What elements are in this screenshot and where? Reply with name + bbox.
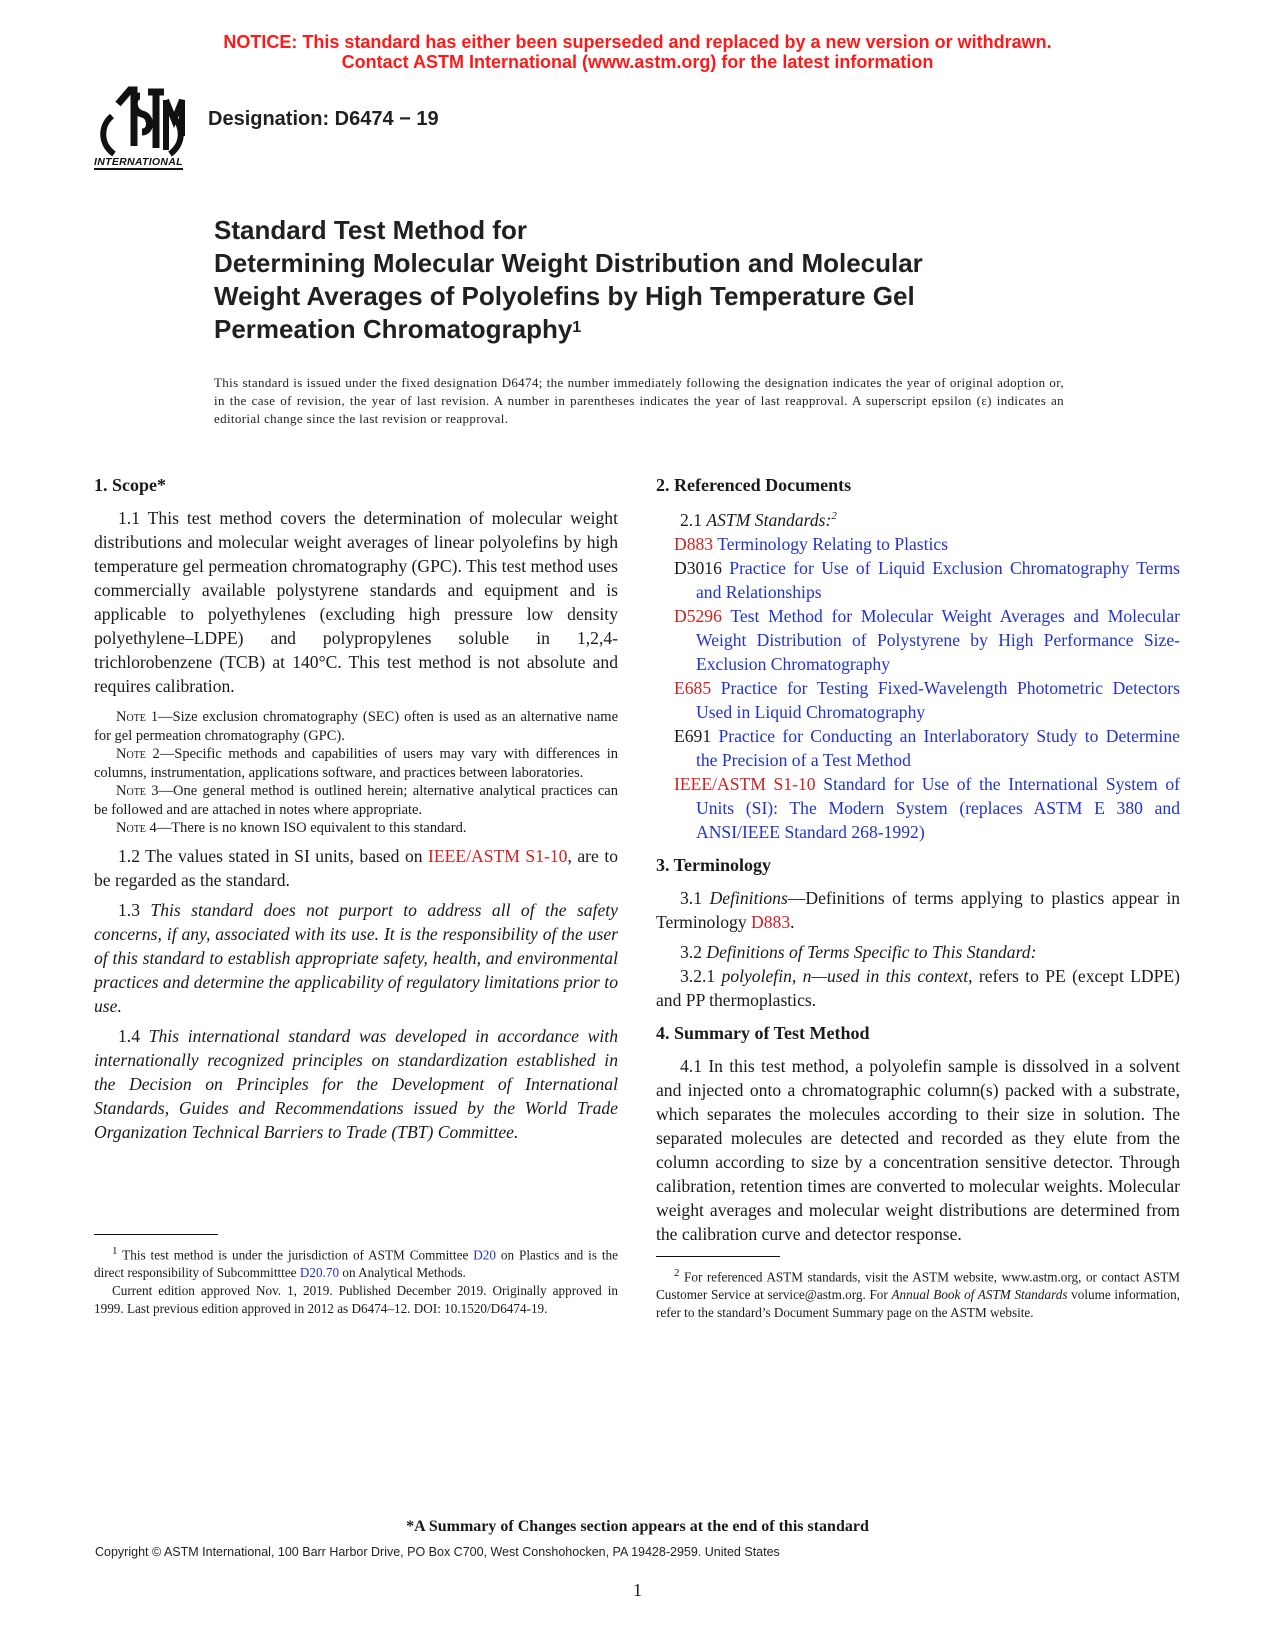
astm-logo bbox=[92, 86, 192, 172]
terminology-heading: 3. Terminology bbox=[656, 854, 772, 875]
document-title bbox=[214, 214, 1114, 346]
paragraph-3-2: 3.2 Definitions of Terms Specific to This Standard: bbox=[680, 941, 1037, 962]
subcommittee-d2070-link[interactable]: D20.70 bbox=[299, 1265, 340, 1281]
d883-link[interactable]: D883 bbox=[751, 911, 791, 932]
designation: Designation: D6474 − 19 bbox=[208, 108, 439, 130]
note-3: Note 3—One general method is outlined herein; alternative analytical practices can be followed and are attached in notes where appropriate. bbox=[94, 783, 618, 818]
title-line-2: Determining Molecular Weight Distribution and Molecular bbox=[214, 248, 923, 278]
title-line-3: Weight Averages of Polyolefins by High Temperature Gel bbox=[214, 281, 915, 311]
notes-block bbox=[94, 708, 618, 838]
title-line-1: Standard Test Method for bbox=[214, 215, 527, 245]
committee-d20-link[interactable]: D20 bbox=[473, 1247, 496, 1263]
page-number: 1 bbox=[633, 1580, 642, 1600]
footnote-1-edition: Current edition approved Nov. 1, 2019. Published December 2019. Originally approved in 1999. Last previous edition approved in 2012 as D6474–12. DOI: 10.1520/D6474-19. bbox=[94, 1283, 618, 1317]
paragraph-3-2-1: 3.2.1 polyolefin, n—used in this context, refers to PE (except LDPE) and PP thermoplastics. bbox=[656, 965, 1180, 1010]
logo-international-text: INTERNATIONAL bbox=[94, 156, 183, 168]
note-1: Note 1—Size exclusion chromatography (SEC) often is used as an alternative name for gel permeation chromatography (GPC). bbox=[94, 709, 618, 744]
footnote-rule-right bbox=[656, 1256, 780, 1257]
left-column bbox=[94, 474, 618, 1144]
notice-line-1: NOTICE: This standard has either been superseded and replaced by a new version or withdrawn. bbox=[223, 32, 1052, 52]
footnote-2 bbox=[656, 1264, 1180, 1322]
summary-of-changes-note: *A Summary of Changes section appears at the end of this standard bbox=[406, 1518, 869, 1535]
footnote-1-text: $^1$ This test method is under the jurisdiction of ASTM Committee D20 on Plastics and is the direct responsibility of Subcommitttee D20.70 on Analytical Methods. bbox=[94, 1245, 618, 1281]
ieee-astm-link[interactable]: IEEE/ASTM S1-10 bbox=[428, 845, 568, 866]
summary-heading: 4. Summary of Test Method bbox=[656, 1022, 870, 1043]
note-2: Note 2—Specific methods and capabilities of users may vary with differences in columns, instrumentation, applications software, and practices between laboratories. bbox=[94, 746, 618, 781]
scope-heading: 1. Scope* bbox=[94, 475, 166, 495]
reference-item[interactable]: D3016 Practice for Use of Liquid Exclusion Chromatography Terms and Relationships bbox=[674, 557, 1180, 602]
footnote-1 bbox=[94, 1242, 618, 1318]
note-4: Note 4—There is no known ISO equivalent to this standard. bbox=[116, 820, 467, 836]
reference-item[interactable]: D5296 Test Method for Molecular Weight Averages and Molecular Weight Distribution of Polystyrene by High Performance Size-Exclusion Chromatography bbox=[674, 605, 1180, 674]
astm-standards-subheading: 2.1 ASTM Standards:$^2$ bbox=[680, 509, 837, 530]
title-footnote-marker: 1 bbox=[572, 319, 582, 336]
paragraph-1-3: 1.3 This standard does not purport to address all of the safety concerns, if any, associated with its use. It is the responsibility of the user of this standard to establish appropriate safety, health, and environmental practices and determine the applicability of regulatory limitations prior to use. bbox=[94, 899, 618, 1016]
notice-line-2: Contact ASTM International (www.astm.org) for the latest information bbox=[341, 52, 934, 72]
referenced-documents-heading: 2. Referenced Documents bbox=[656, 475, 852, 495]
paragraph-1-4: 1.4 This international standard was developed in accordance with internationally recognized principles on standardization established in the Decision on Principles for the Development of International Standards, Guides and Recommendations issued by the World Trade Organization Technical Barriers to Trade (TBT) Committee. bbox=[94, 1025, 618, 1142]
paragraph-1-1: 1.1 This test method covers the determination of molecular weight distributions and molecular weight averages of linear polyolefins by high temperature gel permeation chromatography (GPC). This test method uses commercially available polystyrene standards and equipment and is applicable to polyethylenes (excluding high pressure low density polyethylene–LDPE) and polypropylenes soluble in 1,2,4-trichlorobenzene (TCB) at 140°C. This test method is not absolute and requires calibration. bbox=[94, 508, 618, 696]
paragraph-3-1: 3.1 Definitions—Definitions of terms applying to plastics appear in Terminology D883. bbox=[656, 887, 1181, 932]
reference-list bbox=[656, 532, 1180, 844]
paragraph-4-1: 4.1 In this test method, a polyolefin sample is dissolved in a solvent and injected onto a chromatographic column(s) packed with a substrate, which separates the molecules according to their size in solution. The separated molecules are detected and recorded as they elute from the column according to size by a concentration sensitive detector. Through calibration, retention times are converted to molecular weights. Molecular weight averages and molecular weight distributions are determined from the calibration curve and detector response. bbox=[656, 1055, 1180, 1244]
reference-item[interactable]: E691 Practice for Conducting an Interlaboratory Study to Determine the Precision of a Test Method bbox=[674, 725, 1180, 770]
reference-item[interactable]: IEEE/ASTM S1-10 Standard for Use of the International System of Units (SI): The Modern System (replaces ASTM E 380 and ANSI/IEEE Standard 268-1992) bbox=[674, 773, 1180, 842]
right-column bbox=[656, 474, 1180, 1246]
superseded-notice bbox=[0, 32, 1275, 72]
title-line-4: Permeation Chromatography$^1$ bbox=[214, 314, 582, 344]
copyright-line: Copyright © ASTM International, 100 Barr Harbor Drive, PO Box C700, West Conshohocken, PA 19428-2959. United States bbox=[95, 1545, 780, 1559]
footnote-2-text: $^2$ For referenced ASTM standards, visit the ASTM website, www.astm.org, or contact ASTM Customer Service at service@astm.org. For Annual Book of ASTM Standards volume information, refer to the standard’s Document Summary page on the ASTM website. bbox=[656, 1267, 1180, 1321]
footnote-rule-left bbox=[94, 1234, 218, 1235]
reference-item[interactable]: E685 Practice for Testing Fixed-Wavelength Photometric Detectors Used in Liquid Chromatography bbox=[674, 677, 1180, 722]
reference-item[interactable]: D883 Terminology Relating to Plastics bbox=[674, 533, 949, 554]
issuance-statement: This standard is issued under the fixed designation D6474; the number immediately following the designation indicates the year of original adoption or, in the case of revision, the year of last revision. A number in parentheses indicates the year of last reapproval. A superscript epsilon (ε) indicates an editorial change since the last revision or reapproval. bbox=[214, 375, 1064, 426]
paragraph-1-2: 1.2 The values stated in SI units, based on IEEE/ASTM S1-10, are to be regarded as the standard. bbox=[94, 845, 618, 890]
